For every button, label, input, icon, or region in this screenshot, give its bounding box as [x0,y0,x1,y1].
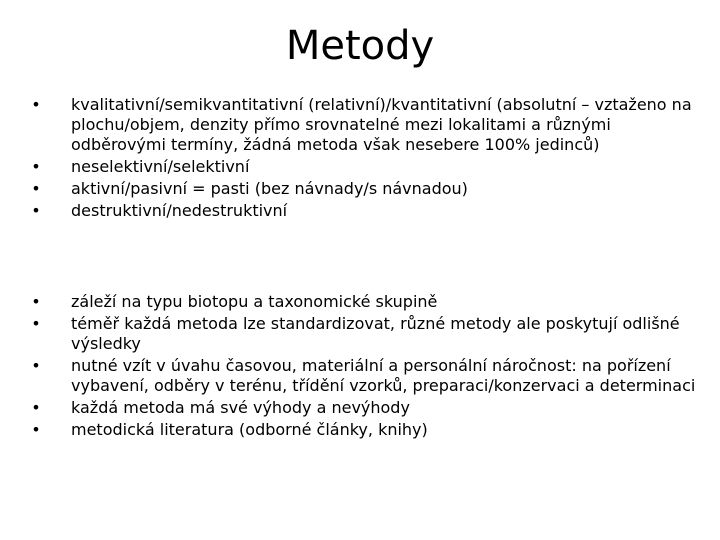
slide-title: Metody [285,23,435,69]
list-item-text: nutné vzít v úvahu časovou, materiální a personální náročnost: na pořízení vybavení, odběry v terénu, třídění vzorků, preparaci/konzervaci a determinaci [71,356,696,395]
list-item [26,201,702,221]
list-item-text: aktivní/pasivní = pasti (bez návnady/s návnadou) [71,179,468,198]
bullet-icon: • [31,356,41,375]
list-item-text: záleží na typu biotopu a taxonomické skupině [71,292,438,311]
bullet-icon: • [31,201,41,220]
list-item [26,356,702,396]
bullet-icon: • [31,420,41,439]
bullet-icon: • [31,179,41,198]
list-item-text: destruktivní/nedestruktivní [71,201,288,220]
list-item-text: metodická literatura (odborné články, knihy) [71,420,428,439]
list-item [26,420,702,440]
list-item [26,292,702,312]
list-item [26,95,702,155]
list-item-text: každá metoda má své výhody a nevýhody [71,398,410,417]
list-item [26,398,702,418]
bullet-icon: • [31,398,41,417]
list-item-text: téměř každá metoda lze standardizovat, různé metody ale poskytují odlišné výsledky [71,314,680,353]
bullet-icon: • [31,292,41,311]
bullet-icon: • [31,314,41,333]
bullet-list-method-notes [26,292,702,442]
list-item [26,157,702,177]
bullet-list-methods-classification [26,95,702,223]
bullet-icon: • [31,157,41,176]
list-item-text: neselektivní/selektivní [71,157,250,176]
list-item [26,314,702,354]
bullet-icon: • [31,95,41,114]
list-item [26,179,702,199]
list-item-text: kvalitativní/semikvantitativní (relativní)/kvantitativní (absolutní – vztaženo na plochu/objem, denzity přímo srovnatelné mezi lokalitami a různými odběrovými termíny, žádná metoda však nesebere 100% jedinců) [71,95,692,154]
